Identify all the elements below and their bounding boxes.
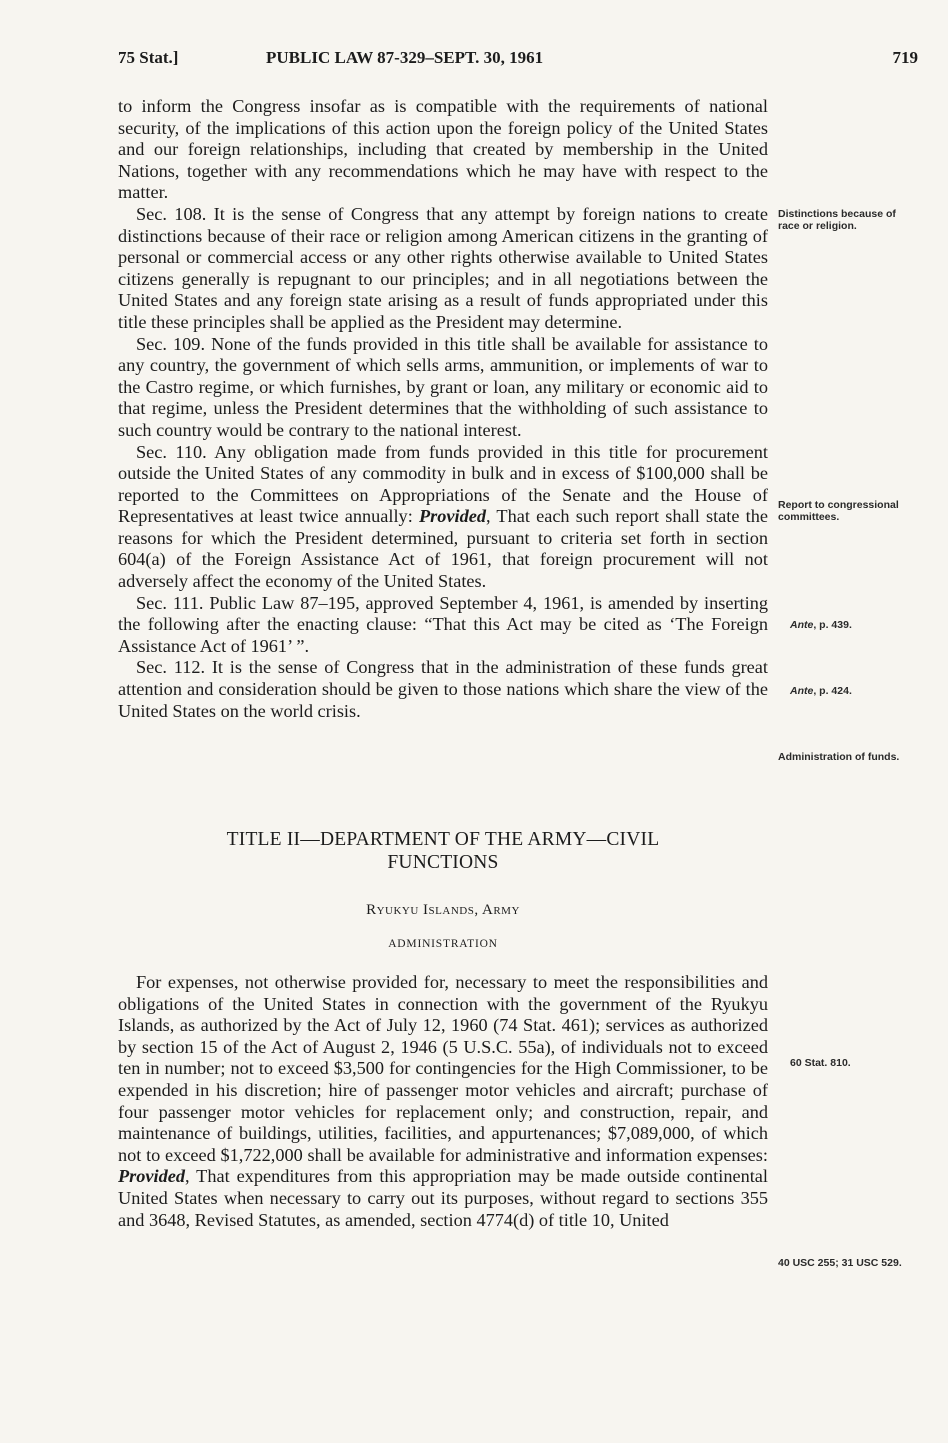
title-line-1: TITLE II—DEPARTMENT OF THE ARMY—CIVIL (226, 829, 660, 850)
appropriation-text (118, 972, 768, 1231)
section-108: Sec. 108. It is the sense of Congress that any attempt by foreign nations to create distinctions because of their race or religion among American citizens in the granting of personal or commercial access or any other rights otherwise available to United States citizens generally is repugnant to our principles; and in all negotiations between the United States and any foreign state arising as a result of funds appropriated under this title these principles shall be applied as the President may determine. (118, 203, 768, 332)
ante-ref-439: , p. 439. (813, 619, 852, 631)
margin-note-administration: Administration of funds. (778, 751, 900, 763)
main-text (118, 96, 768, 722)
margin-note-report: Report to congressional committees. (778, 499, 899, 523)
running-header (118, 48, 918, 74)
section-110 (118, 442, 768, 593)
title-line-2: FUNCTIONS (387, 852, 499, 873)
title-heading (118, 828, 768, 874)
margin-note-usc: 40 USC 255; 31 USC 529. (778, 1257, 902, 1269)
paragraph-continuation: to inform the Congress insofar as is compatible with the requirements of national security, of the implications of this action upon the foreign policy of the United States and our foreign relationships, including that created by membership in the United Nations, together with any recommendations which he may have with respect to the matter. (118, 96, 768, 203)
section-112: Sec. 112. It is the sense of Congress that in the administration of these funds great attention and consideration should be given to those nations which share the view of the United States on the world crisis. (118, 657, 768, 721)
section-110-text-a: Sec. 110. Any obligation made from funds provided in this title for procurement outside the United States of any commodity in bulk and in excess of $100,000 shall be reported to the Committees on Appropriations of the Senate and the House of Representatives at least twice annually: (118, 441, 768, 527)
appropriation-text-b: , That expenditures from this appropriation may be made outside continental United States when necessary to carry out its purposes, without regard to sections 355 and 3648, Revised Statutes, as amended, section 4774(d) of title 10, United (118, 1166, 768, 1230)
ante-ref-424: , p. 424. (813, 685, 852, 697)
header-title: PUBLIC LAW 87-329–SEPT. 30, 1961 (266, 48, 544, 67)
ante-label-424: Ante (790, 685, 814, 697)
page-number: 719 (892, 48, 918, 67)
section-110-text-b: , That each such report shall state the reasons for which the President determined, pursuant to criteria set forth in section 604(a) of the Foreign Assistance Act of 1961, that foreign procurement will not adversely affect the economy of the United States. (118, 506, 768, 592)
section-111: Sec. 111. Public Law 87–195, approved September 4, 1961, is amended by inserting the following after the enacting clause: “That this Act may be cited as ‘The Foreign Assistance Act of 1961’ ”. (118, 592, 768, 656)
sub-subheading: ADMINISTRATION (388, 938, 498, 950)
margin-note-stat-810: 60 Stat. 810. (790, 1057, 851, 1069)
appropriation-text-a: For expenses, not otherwise provided for, necessary to meet the responsibilities and obligations of the United States in connection with the government of the Ryukyu Islands, as authorized by the Act of July 12, 1960 (74 Stat. 461); services as authorized by section 15 of the Act of August 2, 1946 (5 U.S.C. 55a), of individuals not to exceed ten in number; not to exceed $3,500 for contingencies for the High Commissioner, to be expended in his discretion; hire of passenger motor vehicles and aircraft; purchase of four passenger motor vehicles for replacement only; and construction, repair, and maintenance of buildings, utilities, facilities, and appurtenances; $7,089,000, of which not to exceed $1,722,000 shall be available for administrative and information expenses: (118, 972, 768, 1165)
section-110-proviso: Provided (418, 506, 486, 527)
section-109: Sec. 109. None of the funds provided in this title shall be available for assistance to any country, the government of which sells arms, ammunition, or implements of war to the Castro regime, or which furnishes, by grant or loan, any military or economic aid to that regime, unless the President determines that the withholding of such assistance to such country would be contrary to the national interest. (118, 333, 768, 440)
volume-citation: 75 Stat.] (118, 48, 179, 67)
margin-note-distinctions: Distinctions because of race or religion. (778, 208, 896, 232)
margin-note-ante-439 (790, 620, 930, 632)
appropriation-proviso: Provided (118, 1166, 186, 1187)
subheading: Ryukyu Islands, Army (366, 902, 520, 918)
margin-note-ante-424 (790, 686, 930, 698)
ante-label-439: Ante (790, 619, 814, 631)
appropriation-paragraph (118, 972, 768, 1231)
